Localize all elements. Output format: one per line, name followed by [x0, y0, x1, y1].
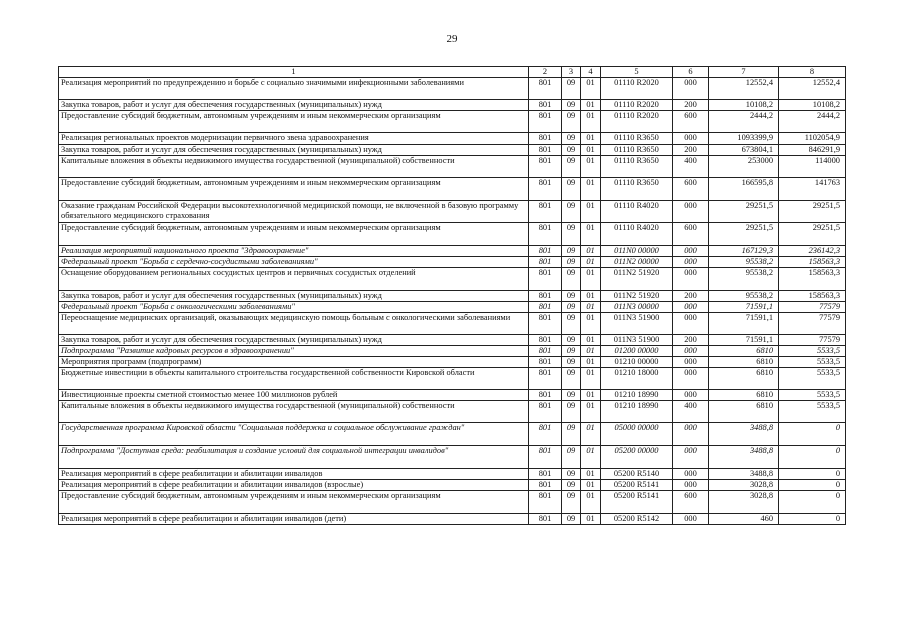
- cell-name: Реализация мероприятий национального проекта "Здравоохранение": [59, 246, 529, 257]
- cell-gr: 801: [529, 291, 562, 302]
- cell-vr: 000: [673, 313, 709, 335]
- cell-gr: 801: [529, 480, 562, 491]
- cell-vr: 000: [673, 514, 709, 525]
- cell-sum-2: 2444,2: [779, 111, 846, 133]
- table-row: [59, 133, 846, 145]
- cell-vr: 400: [673, 401, 709, 423]
- cell-gr: 801: [529, 257, 562, 268]
- cell-rz: 09: [562, 145, 581, 156]
- cell-vr: 200: [673, 100, 709, 111]
- table-row: [59, 313, 846, 335]
- cell-rz: 09: [562, 423, 581, 446]
- cell-vr: 000: [673, 357, 709, 368]
- cell-sum-1: 6810: [709, 390, 779, 401]
- cell-pr: 01: [581, 390, 601, 401]
- cell-sum-2: 77579: [779, 302, 846, 313]
- cell-sum-1: 673804,1: [709, 145, 779, 156]
- cell-rz: 09: [562, 257, 581, 268]
- cell-pr: 01: [581, 201, 601, 223]
- cell-sum-1: 12552,4: [709, 78, 779, 100]
- cell-sum-1: 166595,8: [709, 178, 779, 201]
- cell-csr: 05200 R5141: [601, 491, 673, 514]
- table-row: [59, 291, 846, 302]
- cell-gr: 801: [529, 346, 562, 357]
- cell-sum-1: 6810: [709, 368, 779, 390]
- cell-rz: 09: [562, 357, 581, 368]
- table-row: [59, 423, 846, 446]
- budget-table: [58, 66, 846, 525]
- table-row: [59, 446, 846, 469]
- cell-gr: 801: [529, 223, 562, 246]
- cell-pr: 01: [581, 423, 601, 446]
- cell-gr: 801: [529, 368, 562, 390]
- cell-pr: 01: [581, 357, 601, 368]
- cell-rz: 09: [562, 368, 581, 390]
- cell-pr: 01: [581, 469, 601, 480]
- cell-vr: 000: [673, 133, 709, 145]
- column-header: 6: [673, 67, 709, 78]
- cell-csr: 011N3 51900: [601, 335, 673, 346]
- cell-vr: 000: [673, 480, 709, 491]
- cell-sum-1: 3028,8: [709, 480, 779, 491]
- cell-csr: 01210 18000: [601, 368, 673, 390]
- cell-sum-2: 10108,2: [779, 100, 846, 111]
- cell-gr: 801: [529, 357, 562, 368]
- cell-rz: 09: [562, 291, 581, 302]
- cell-name: Реализация мероприятий по предупреждению и борьбе с социально значимыми инфекционными заболеваниями: [59, 78, 529, 100]
- cell-sum-2: 158563,3: [779, 257, 846, 268]
- cell-vr: 000: [673, 423, 709, 446]
- cell-sum-1: 3488,8: [709, 423, 779, 446]
- cell-sum-1: 95538,2: [709, 268, 779, 291]
- cell-vr: 400: [673, 156, 709, 178]
- cell-gr: 801: [529, 514, 562, 525]
- cell-gr: 801: [529, 78, 562, 100]
- cell-vr: 000: [673, 368, 709, 390]
- cell-gr: 801: [529, 401, 562, 423]
- table-row: [59, 223, 846, 246]
- cell-csr: 01210 18990: [601, 390, 673, 401]
- table-row: [59, 268, 846, 291]
- table-row: [59, 178, 846, 201]
- cell-sum-2: 0: [779, 514, 846, 525]
- column-header: 8: [779, 67, 846, 78]
- column-header: 3: [562, 67, 581, 78]
- cell-rz: 09: [562, 446, 581, 469]
- cell-pr: 01: [581, 368, 601, 390]
- cell-sum-1: 2444,2: [709, 111, 779, 133]
- cell-sum-1: 6810: [709, 346, 779, 357]
- cell-pr: 01: [581, 246, 601, 257]
- column-header: 5: [601, 67, 673, 78]
- cell-vr: 000: [673, 446, 709, 469]
- cell-sum-2: 141763: [779, 178, 846, 201]
- cell-csr: 05000 00000: [601, 423, 673, 446]
- column-header: 7: [709, 67, 779, 78]
- table-row: [59, 100, 846, 111]
- table-row: [59, 145, 846, 156]
- cell-rz: 09: [562, 156, 581, 178]
- cell-vr: 000: [673, 257, 709, 268]
- cell-sum-1: 3488,8: [709, 469, 779, 480]
- cell-sum-2: 158563,3: [779, 291, 846, 302]
- cell-csr: 011N3 51900: [601, 313, 673, 335]
- cell-pr: 01: [581, 514, 601, 525]
- cell-pr: 01: [581, 291, 601, 302]
- cell-pr: 01: [581, 346, 601, 357]
- cell-name: Инвестиционные проекты сметной стоимостью менее 100 миллионов рублей: [59, 390, 529, 401]
- cell-pr: 01: [581, 111, 601, 133]
- cell-vr: 600: [673, 223, 709, 246]
- cell-rz: 09: [562, 346, 581, 357]
- cell-vr: 000: [673, 390, 709, 401]
- cell-rz: 09: [562, 246, 581, 257]
- cell-vr: 600: [673, 491, 709, 514]
- cell-pr: 01: [581, 302, 601, 313]
- cell-csr: 01200 00000: [601, 346, 673, 357]
- cell-pr: 01: [581, 480, 601, 491]
- cell-name: Подпрограмма "Доступная среда: реабилитация и создание условий для социальной интеграции инвалидов": [59, 446, 529, 469]
- cell-csr: 05200 R5142: [601, 514, 673, 525]
- cell-csr: 01210 00000: [601, 357, 673, 368]
- cell-sum-1: 10108,2: [709, 100, 779, 111]
- cell-pr: 01: [581, 313, 601, 335]
- table-row: [59, 401, 846, 423]
- cell-csr: 01110 R4020: [601, 223, 673, 246]
- cell-pr: 01: [581, 145, 601, 156]
- cell-pr: 01: [581, 133, 601, 145]
- cell-rz: 09: [562, 480, 581, 491]
- cell-sum-2: 77579: [779, 335, 846, 346]
- cell-gr: 801: [529, 178, 562, 201]
- cell-sum-1: 71591,1: [709, 313, 779, 335]
- cell-csr: 01110 R3650: [601, 145, 673, 156]
- cell-csr: 011N2 51920: [601, 268, 673, 291]
- cell-name: Государственная программа Кировской области "Социальная поддержка и социальное обслуживание граждан": [59, 423, 529, 446]
- table-row: [59, 469, 846, 480]
- cell-sum-1: 71591,1: [709, 302, 779, 313]
- table-row: [59, 335, 846, 346]
- cell-gr: 801: [529, 100, 562, 111]
- cell-name: Оказание гражданам Российской Федерации высокотехнологичной медицинской помощи, не включенной в базовую программу обязательного медицинского страхования: [59, 201, 529, 223]
- cell-csr: 01110 R3650: [601, 133, 673, 145]
- cell-vr: 200: [673, 335, 709, 346]
- cell-name: Капитальные вложения в объекты недвижимого имущества государственной (муниципальной) собственности: [59, 401, 529, 423]
- cell-gr: 801: [529, 111, 562, 133]
- cell-pr: 01: [581, 257, 601, 268]
- cell-gr: 801: [529, 390, 562, 401]
- cell-gr: 801: [529, 335, 562, 346]
- cell-vr: 000: [673, 346, 709, 357]
- cell-sum-2: 5533,5: [779, 346, 846, 357]
- cell-rz: 09: [562, 201, 581, 223]
- cell-sum-2: 29251,5: [779, 223, 846, 246]
- cell-sum-1: 71591,1: [709, 335, 779, 346]
- cell-rz: 09: [562, 223, 581, 246]
- cell-rz: 09: [562, 268, 581, 291]
- cell-name: Предоставление субсидий бюджетным, автономным учреждениям и иным некоммерческим организациям: [59, 491, 529, 514]
- cell-csr: 011N0 00000: [601, 246, 673, 257]
- cell-name: Федеральный проект "Борьба с онкологическими заболеваниями": [59, 302, 529, 313]
- column-header: 1: [59, 67, 529, 78]
- cell-name: Реализация региональных проектов модернизации первичного звена здравоохранения: [59, 133, 529, 145]
- table-row: [59, 480, 846, 491]
- cell-name: Закупка товаров, работ и услуг для обеспечения государственных (муниципальных) нужд: [59, 291, 529, 302]
- cell-name: Бюджетные инвестиции в объекты капитального строительства государственной собственности Кировской области: [59, 368, 529, 390]
- cell-vr: 000: [673, 469, 709, 480]
- cell-rz: 09: [562, 313, 581, 335]
- cell-csr: 011N2 00000: [601, 257, 673, 268]
- table-row: [59, 111, 846, 133]
- cell-sum-1: 1093399,9: [709, 133, 779, 145]
- table-row: [59, 368, 846, 390]
- cell-sum-1: 29251,5: [709, 223, 779, 246]
- cell-sum-1: 167129,3: [709, 246, 779, 257]
- cell-csr: 05200 00000: [601, 446, 673, 469]
- cell-name: Мероприятия программ (подпрограмм): [59, 357, 529, 368]
- cell-name: Предоставление субсидий бюджетным, автономным учреждениям и иным некоммерческим организациям: [59, 178, 529, 201]
- cell-pr: 01: [581, 491, 601, 514]
- cell-sum-2: 158563,3: [779, 268, 846, 291]
- cell-csr: 01110 R2020: [601, 111, 673, 133]
- cell-vr: 000: [673, 201, 709, 223]
- cell-pr: 01: [581, 335, 601, 346]
- cell-sum-2: 0: [779, 423, 846, 446]
- cell-gr: 801: [529, 133, 562, 145]
- cell-pr: 01: [581, 78, 601, 100]
- cell-sum-1: 29251,5: [709, 201, 779, 223]
- cell-csr: 01210 18990: [601, 401, 673, 423]
- cell-name: Предоставление субсидий бюджетным, автономным учреждениям и иным некоммерческим организациям: [59, 111, 529, 133]
- table-row: [59, 390, 846, 401]
- table-row: [59, 156, 846, 178]
- cell-rz: 09: [562, 133, 581, 145]
- cell-gr: 801: [529, 313, 562, 335]
- cell-csr: 01110 R4020: [601, 201, 673, 223]
- table-row: [59, 357, 846, 368]
- cell-vr: 000: [673, 246, 709, 257]
- cell-sum-2: 77579: [779, 313, 846, 335]
- table-row: [59, 346, 846, 357]
- cell-name: Закупка товаров, работ и услуг для обеспечения государственных (муниципальных) нужд: [59, 335, 529, 346]
- cell-csr: 05200 R5140: [601, 469, 673, 480]
- cell-vr: 200: [673, 291, 709, 302]
- cell-name: Предоставление субсидий бюджетным, автономным учреждениям и иным некоммерческим организациям: [59, 223, 529, 246]
- cell-name: Оснащение оборудованием региональных сосудистых центров и первичных сосудистых отделений: [59, 268, 529, 291]
- cell-pr: 01: [581, 268, 601, 291]
- column-header: 4: [581, 67, 601, 78]
- cell-rz: 09: [562, 302, 581, 313]
- cell-name: Закупка товаров, работ и услуг для обеспечения государственных (муниципальных) нужд: [59, 145, 529, 156]
- cell-gr: 801: [529, 145, 562, 156]
- cell-name: Федеральный проект "Борьба с сердечно-сосудистыми заболеваниями": [59, 257, 529, 268]
- cell-rz: 09: [562, 335, 581, 346]
- column-header-row: [59, 67, 846, 78]
- cell-name: Подпрограмма "Развитие кадровых ресурсов в здравоохранении": [59, 346, 529, 357]
- cell-vr: 600: [673, 111, 709, 133]
- cell-pr: 01: [581, 223, 601, 246]
- cell-sum-2: 5533,5: [779, 357, 846, 368]
- cell-sum-2: 114000: [779, 156, 846, 178]
- cell-gr: 801: [529, 423, 562, 446]
- cell-name: Капитальные вложения в объекты недвижимого имущества государственной (муниципальной) собственности: [59, 156, 529, 178]
- column-header: 2: [529, 67, 562, 78]
- cell-gr: 801: [529, 491, 562, 514]
- cell-name: Переоснащение медицинских организаций, оказывающих медицинскую помощь больным с онкологическими заболеваниями: [59, 313, 529, 335]
- cell-sum-2: 5533,5: [779, 390, 846, 401]
- cell-vr: 200: [673, 145, 709, 156]
- cell-sum-1: 3028,8: [709, 491, 779, 514]
- cell-rz: 09: [562, 469, 581, 480]
- table-row: [59, 78, 846, 100]
- cell-rz: 09: [562, 111, 581, 133]
- cell-pr: 01: [581, 178, 601, 201]
- cell-sum-2: 29251,5: [779, 201, 846, 223]
- cell-pr: 01: [581, 156, 601, 178]
- cell-vr: 000: [673, 78, 709, 100]
- cell-gr: 801: [529, 246, 562, 257]
- cell-rz: 09: [562, 491, 581, 514]
- table-row: [59, 246, 846, 257]
- table-row: [59, 491, 846, 514]
- cell-gr: 801: [529, 268, 562, 291]
- cell-vr: 000: [673, 268, 709, 291]
- cell-sum-2: 5533,5: [779, 401, 846, 423]
- cell-csr: 011N3 00000: [601, 302, 673, 313]
- cell-sum-2: 5533,5: [779, 368, 846, 390]
- cell-sum-2: 0: [779, 480, 846, 491]
- cell-gr: 801: [529, 469, 562, 480]
- table-row: [59, 302, 846, 313]
- cell-sum-1: 95538,2: [709, 257, 779, 268]
- cell-rz: 09: [562, 401, 581, 423]
- cell-sum-1: 3488,8: [709, 446, 779, 469]
- cell-sum-2: 12552,4: [779, 78, 846, 100]
- cell-sum-1: 6810: [709, 401, 779, 423]
- cell-sum-2: 846291,9: [779, 145, 846, 156]
- cell-name: Реализация мероприятий в сфере реабилитации и абилитации инвалидов: [59, 469, 529, 480]
- cell-rz: 09: [562, 78, 581, 100]
- cell-gr: 801: [529, 446, 562, 469]
- cell-csr: 05200 R5141: [601, 480, 673, 491]
- table-row: [59, 201, 846, 223]
- cell-name: Закупка товаров, работ и услуг для обеспечения государственных (муниципальных) нужд: [59, 100, 529, 111]
- cell-sum-1: 6810: [709, 357, 779, 368]
- cell-pr: 01: [581, 446, 601, 469]
- cell-pr: 01: [581, 100, 601, 111]
- cell-sum-2: 0: [779, 491, 846, 514]
- cell-csr: 01110 R2020: [601, 100, 673, 111]
- page-number: 29: [446, 33, 458, 45]
- cell-gr: 801: [529, 201, 562, 223]
- cell-sum-2: 1102054,9: [779, 133, 846, 145]
- cell-csr: 01110 R3650: [601, 178, 673, 201]
- cell-name: Реализация мероприятий в сфере реабилитации и абилитации инвалидов (взрослые): [59, 480, 529, 491]
- cell-csr: 01110 R3650: [601, 156, 673, 178]
- cell-gr: 801: [529, 302, 562, 313]
- cell-vr: 000: [673, 302, 709, 313]
- cell-rz: 09: [562, 178, 581, 201]
- cell-sum-1: 95538,2: [709, 291, 779, 302]
- table-row: [59, 514, 846, 525]
- cell-csr: 011N2 51920: [601, 291, 673, 302]
- cell-name: Реализация мероприятий в сфере реабилитации и абилитации инвалидов (дети): [59, 514, 529, 525]
- cell-rz: 09: [562, 390, 581, 401]
- cell-csr: 01110 R2020: [601, 78, 673, 100]
- cell-sum-2: 0: [779, 446, 846, 469]
- cell-rz: 09: [562, 100, 581, 111]
- cell-vr: 600: [673, 178, 709, 201]
- cell-pr: 01: [581, 401, 601, 423]
- cell-gr: 801: [529, 156, 562, 178]
- cell-sum-1: 460: [709, 514, 779, 525]
- cell-sum-2: 0: [779, 469, 846, 480]
- cell-sum-1: 253000: [709, 156, 779, 178]
- table-row: [59, 257, 846, 268]
- cell-sum-2: 236142,3: [779, 246, 846, 257]
- cell-rz: 09: [562, 514, 581, 525]
